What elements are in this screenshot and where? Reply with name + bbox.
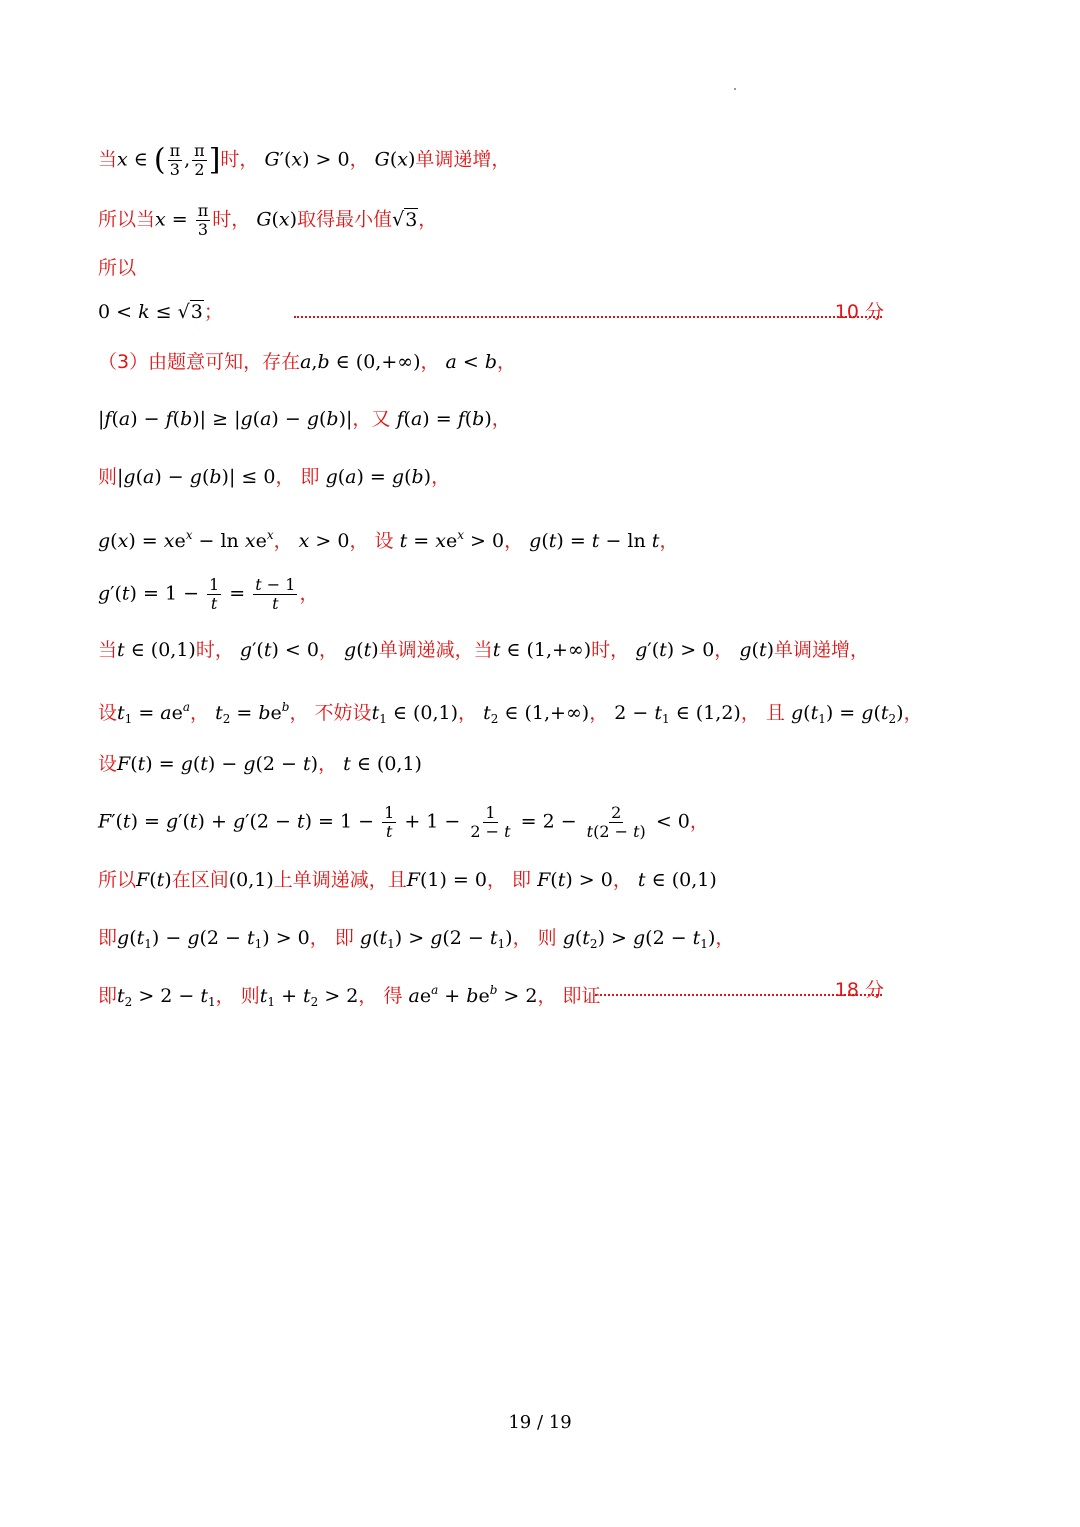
- stray-dot: [734, 88, 736, 90]
- line-15: 即$g(t_1) - g(2 - t_1) > 0$， 即 $g(t_1) > g(2 - t_1)$， 则 $g(t_2) > g(2 - t_1)$，: [98, 927, 735, 951]
- line-7: 则|g(a) − g(b)| ≤ 0， 即 g(a) = g(b)，: [98, 466, 451, 488]
- line-14: 所以F(t)在区间(0,1)上单调递减，且F(1) = 0， 即 F(t) > 0， t ∈ (0,1): [98, 869, 717, 891]
- line-11: 设$t_1 = ae^a$， $t_2 = be^b$， 不妨设$t_1$ ∈ (0,1)， $t_2$ ∈ (1,+∞)， $2 - t_1$ ∈ (1,2)， 且 $g(t_1) = g(t_2)$，: [98, 700, 923, 726]
- line-13: F′(t) = g′(t) + g′(2 − t) = 1 − $\frac{1}{t}$ + 1 − $\frac{1}{2 - t}$ = 2 − $\frac{2}{t(2 - t)}$ < 0，: [98, 803, 709, 841]
- line-6: |f(a) − f(b)| ≥ |g(a) − g(b)|，又 f(a) = f(b)，: [98, 408, 511, 430]
- line-8: $g(x) = xe^x - \ln xe^x$， x > 0， 设 $t = xe^x > 0$， g(t) = t − ln t，: [98, 528, 679, 552]
- score-10: 10 分: [834, 301, 884, 323]
- line-3: 所以: [98, 257, 137, 279]
- line-10: 当t ∈ (0,1)时， g′(t) < 0， g(t)单调递减，当t ∈ (1,+∞)时， g′(t) > 0， g(t)单调递增，: [98, 639, 870, 661]
- line-5: （3）由题意可知，存在a,b ∈ (0,+∞)， a < b，: [98, 351, 517, 373]
- leader-dots: [294, 298, 882, 318]
- line-9: g′(t) = 1 − $\frac{1}{t}$ = $\frac{t - 1}{t}$ ，: [98, 575, 319, 613]
- line-1: 当x ∈ ( $\frac{\pi}{3}$ , $\frac{\pi}{2}$ ]时， G′(x) > 0， G(x)单调递增，: [98, 141, 511, 179]
- line-16: 即$t_2 > 2 - t_1$， 则$t_1 + t_2 > 2$， 得 $ae^a + be^b > 2$， 即证 18 分: [98, 976, 982, 1016]
- line-4: 0 < k ≤ √3； 10 分: [98, 298, 982, 326]
- page-number: 19 / 19: [508, 1412, 572, 1433]
- score-18: 18 分: [834, 979, 884, 1001]
- line-12: 设F(t) = g(t) − g(2 − t)， t ∈ (0,1): [98, 753, 422, 775]
- line-2: 所以当x = $\frac{\pi}{3}$ 时， G(x)取得最小值√3，: [98, 201, 438, 239]
